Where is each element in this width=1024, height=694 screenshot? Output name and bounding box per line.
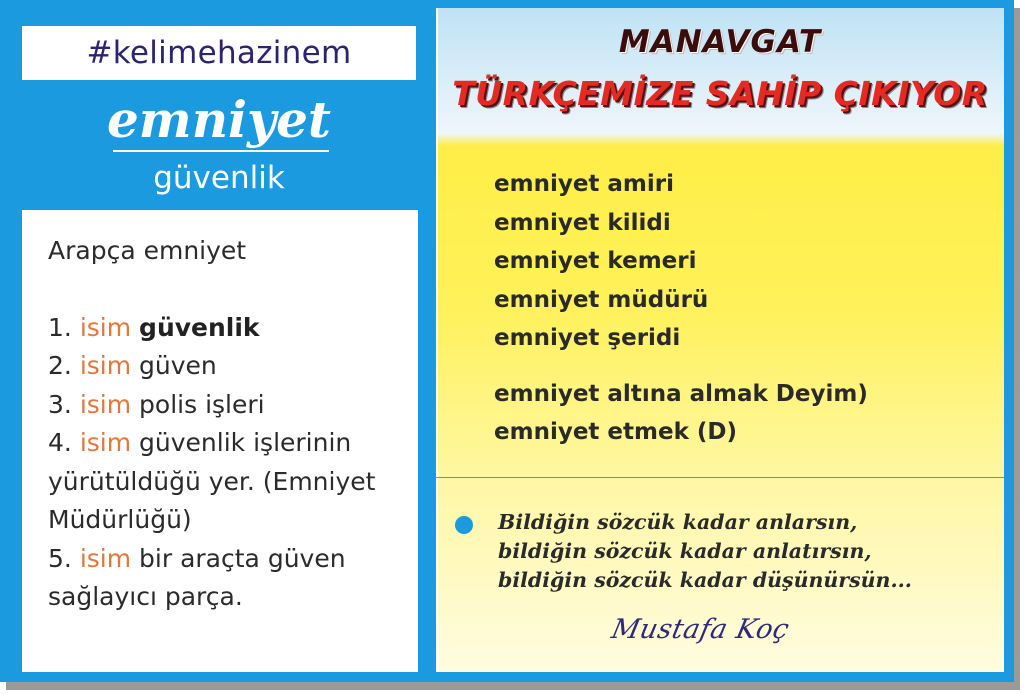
spacer [48, 271, 414, 309]
quote-line: bildiğin sözcük kadar anlatırsın, [498, 539, 872, 563]
headword-underline [113, 150, 329, 152]
phrase-item: emniyet kemeri [494, 248, 697, 274]
right-panel [436, 8, 1004, 672]
part-of-speech: isim [79, 543, 132, 573]
phrase-item: emniyet şeridi [494, 325, 681, 351]
definition-continuation: yürütüldüğü yer. (Emniyet [48, 466, 376, 496]
definition-box [22, 210, 418, 672]
signature: Mustafa Koç [608, 614, 793, 645]
title-line-2: TÜRKÇEMİZE SAHİP ÇIKIYOR [452, 74, 988, 113]
definition-number: 3. [48, 389, 72, 419]
part-of-speech: isim [79, 389, 132, 419]
bullet-dot-icon [455, 516, 473, 534]
phrase-list [494, 165, 994, 452]
origin-line: Arapça emniyet [48, 236, 247, 265]
synonym: güvenlik [153, 160, 285, 196]
definition-text: güven [139, 351, 217, 380]
part-of-speech: isim [79, 428, 132, 457]
definition-continuation: sağlayıcı parça. [48, 582, 243, 611]
definition-number: 1. [48, 312, 72, 342]
quote [498, 508, 988, 595]
quote-line: bildiğin sözcük kadar düşünürsün... [498, 568, 912, 592]
idiom-item: emniyet etmek (D) [494, 419, 737, 445]
definition-text: güvenlik [139, 312, 260, 342]
hashtag-box [22, 26, 416, 80]
definition-number: 2. [48, 351, 72, 380]
phrase-item: emniyet müdürü [494, 286, 709, 313]
definition-item [48, 540, 414, 579]
definition-text: bir araçta güven [139, 543, 346, 573]
phrase-item: emniyet amiri [494, 171, 675, 197]
phrase-item: emniyet kilidi [494, 209, 671, 236]
definition-continuation: Müdürlüğü) [48, 505, 192, 534]
quote-line: Bildiğin sözcük kadar anlarsın, [498, 510, 858, 534]
definition-text: polis işleri [139, 389, 265, 419]
definition-number: 5. [48, 543, 72, 573]
part-of-speech: isim [79, 312, 132, 342]
definition-item [48, 347, 414, 386]
section-divider [436, 477, 1004, 478]
definition-list [48, 232, 414, 617]
spacer [494, 358, 994, 375]
idiom-item: emniyet altına almak Deyim) [494, 380, 868, 407]
definition-item [48, 386, 414, 425]
definition-text: güvenlik işlerinin [139, 428, 352, 457]
definition-item [48, 424, 414, 463]
definition-number: 4. [48, 428, 72, 457]
hashtag-text: #kelimehazinem [86, 35, 352, 71]
definition-item [48, 309, 414, 348]
title-line-1: MANAVGAT [618, 24, 822, 60]
headword: emniyet [106, 90, 332, 149]
part-of-speech: isim [79, 351, 132, 380]
